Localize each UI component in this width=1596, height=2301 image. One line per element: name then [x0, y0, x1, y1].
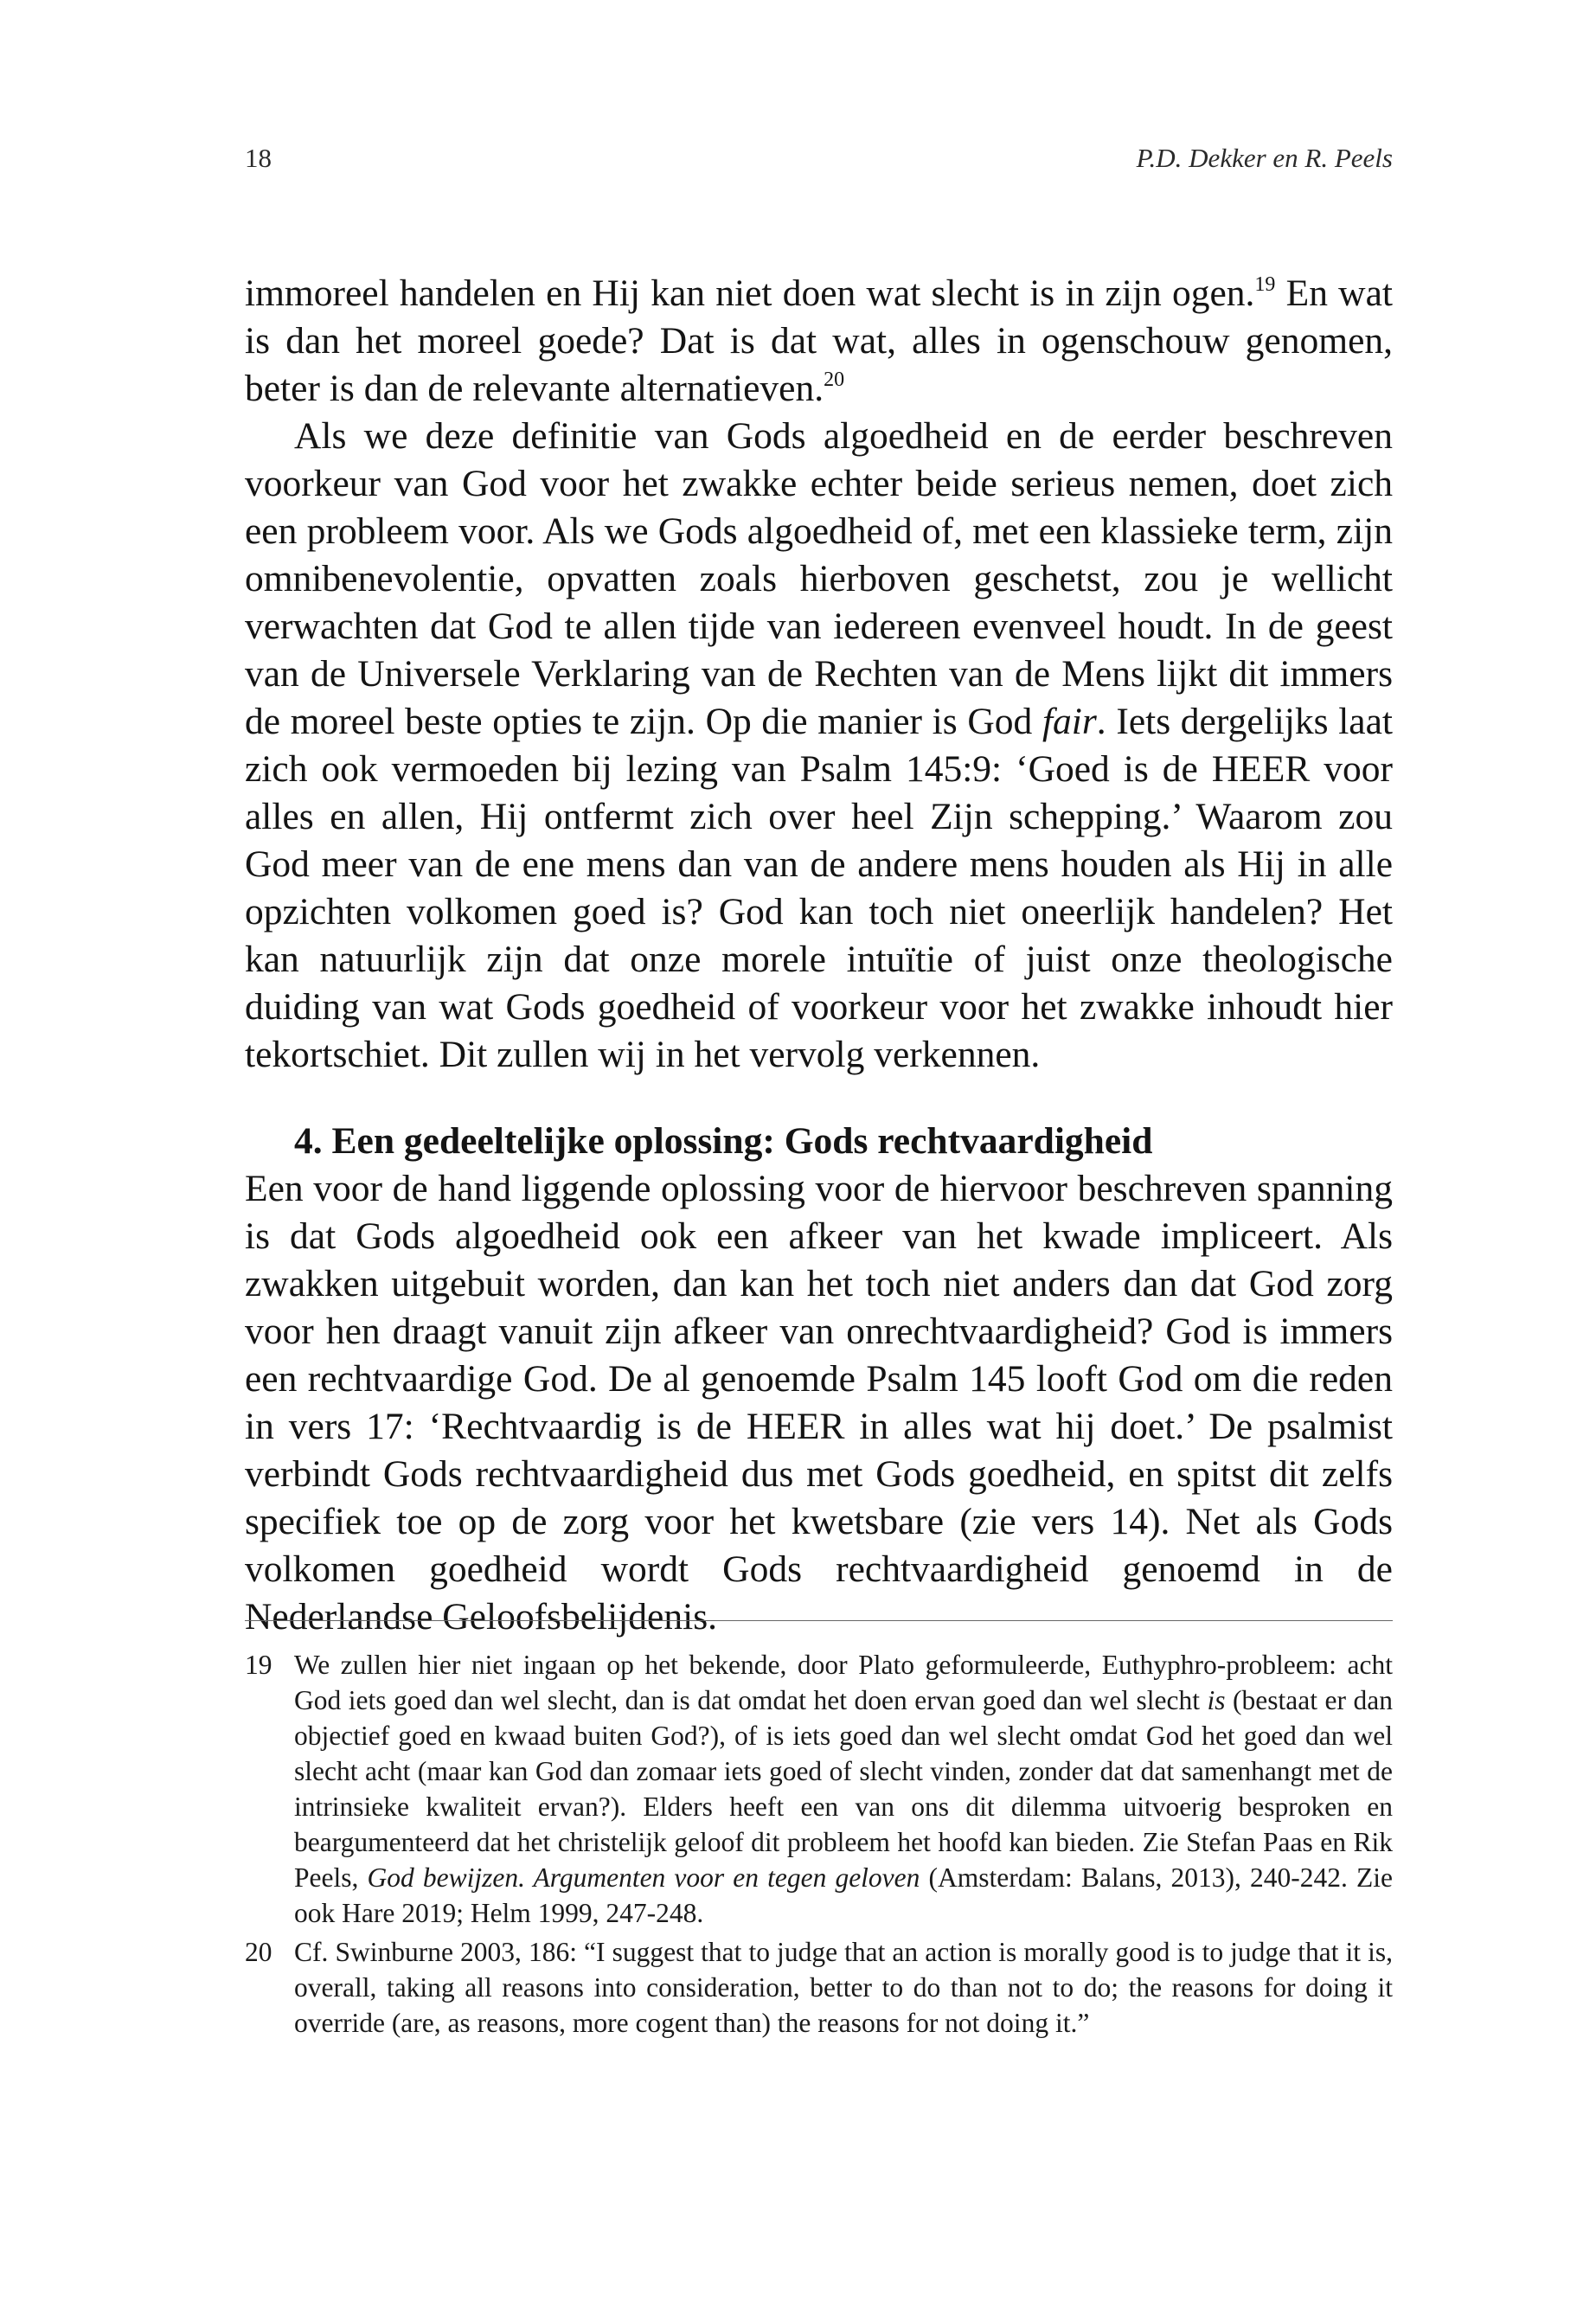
footnote-text-part: (Amsterdam: Balans, 2013), 240-242. Zie ook Hare 2019; Helm 1999, 247-248. [294, 1862, 1393, 1928]
footnote-text-part: We zullen hier niet ingaan op het bekende, door Plato geformuleerde, Euthyphro-probleem: acht God iets goed dan wel slecht, dan is dat omdat het doen ervan goed dan wel slecht [294, 1650, 1393, 1715]
paragraph [245, 413, 1393, 1079]
paragraph: Een voor de hand liggende oplossing voor de hiervoor beschreven spanning is dat Gods algoedheid ook een afkeer van het kwade impliceert. Als zwakken uitgebuit worden, dan kan het toch niet anders dan dat God zorg voor hen draagt vanuit zijn afkeer van onrechtvaardigheid? God is immers een rechtvaardige God. De al genoemde Psalm 145 looft God om die reden in vers 17: ‘Rechtvaardig is de HEER in alles wat hij doet.’ De psalmist verbindt Gods rechtvaardigheid dus met Gods goedheid, en spitst dit zelfs specifiek toe op de zorg voor het kwetsbare (zie vers 14). Net als Gods volkomen goedheid wordt Gods rechtvaardigheid genoemd in de Nederlandse Geloofsbelijdenis. [245, 1168, 1393, 1638]
page-number: 18 [245, 143, 272, 173]
main-text [245, 270, 1393, 1641]
paragraph [245, 270, 1393, 413]
footnote-divider [245, 1620, 1393, 1621]
book-title: God bewijzen. Argumenten voor en tegen geloven [367, 1862, 920, 1893]
footnote-19 [245, 1647, 1393, 1931]
footnote-text [294, 1647, 1393, 1931]
footnote-text-part: (bestaat er dan objectief goed en kwaad buiten God?), of is iets goed dan wel slecht omdat God het goed dan wel slecht acht (maar kan God dan zomaar iets goed of slecht vinden, zonder dat dat samenhangt met de intrinsieke kwaliteit ervan?). Elders heeft een van ons dit dilemma uitvoerig besproken en beargumenteerd dat het christelijk geloof dit probleem het hoofd kan bieden. Zie Stefan Paas en Rik Peels, [294, 1685, 1394, 1893]
running-head-authors: P.D. Dekker en R. Peels [1136, 143, 1393, 173]
paragraph-text: Als we deze definitie van Gods algoedheid en de eerder beschreven voorkeur van God voor het zwakke echter beide serieus nemen, doet zich een probleem voor. Als we Gods algoedheid of, met een klassieke term, zijn omnibenevolentie, opvatten zoals hierboven geschetst, zou je wellicht verwachten dat God te allen tijde van iedereen evenveel houdt. In de geest van de Universele Verklaring van de Rechten van de Mens lijkt dit immers de moreel beste opties te zijn. Op die manier is God [245, 415, 1393, 742]
paragraph-text: En wat is dan het moreel goede? Dat is dat wat, alles in ogenschouw genomen, beter is dan de relevante alternatieven. [245, 272, 1393, 409]
footnote-ref-20[interactable]: 20 [824, 368, 845, 391]
footnote-text: Cf. Swinburne 2003, 186: “I suggest that to judge that an action is morally good is to judge that it is, overall, taking all reasons into consideration, better to do than not to do; the reasons for doing it override (are, as reasons, more cogent than) the reasons for not doing it.” [294, 1937, 1393, 2038]
paragraph-text: . Iets dergelijks laat zich ook vermoeden bij lezing van Psalm 145:9: ‘Goed is de HEER voor alles en allen, Hij ontfermt zich over heel Zijn schepping.’ Waarom zou God meer van de ene mens dan van de andere mens houden als Hij in alle opzichten volkomen goed is? God kan toch niet oneerlijk handelen? Het kan natuurlijk zijn dat onze morele intuïtie of juist onze theologische duiding van wat Gods goedheid of voorkeur voor het zwakke inhoudt hier tekortschiet. Dit zullen wij in het vervolg verkennen. [245, 701, 1394, 1075]
italic-term: is [1207, 1685, 1226, 1715]
footnote-ref-19[interactable]: 19 [1254, 272, 1276, 296]
paragraph-text: immoreel handelen en Hij kan niet doen wat slecht is in zijn ogen. [245, 272, 1255, 314]
footnote-20 [245, 1934, 1393, 2041]
section-heading: 4. Een gedeeltelijke oplossing: Gods rechtvaardigheid [294, 1120, 1153, 1162]
footnotes [245, 1647, 1393, 2044]
running-head [245, 138, 1393, 178]
italic-term: fair [1042, 701, 1097, 742]
footnote-number: 20 [245, 1937, 272, 1967]
footnote-number: 19 [245, 1650, 272, 1680]
